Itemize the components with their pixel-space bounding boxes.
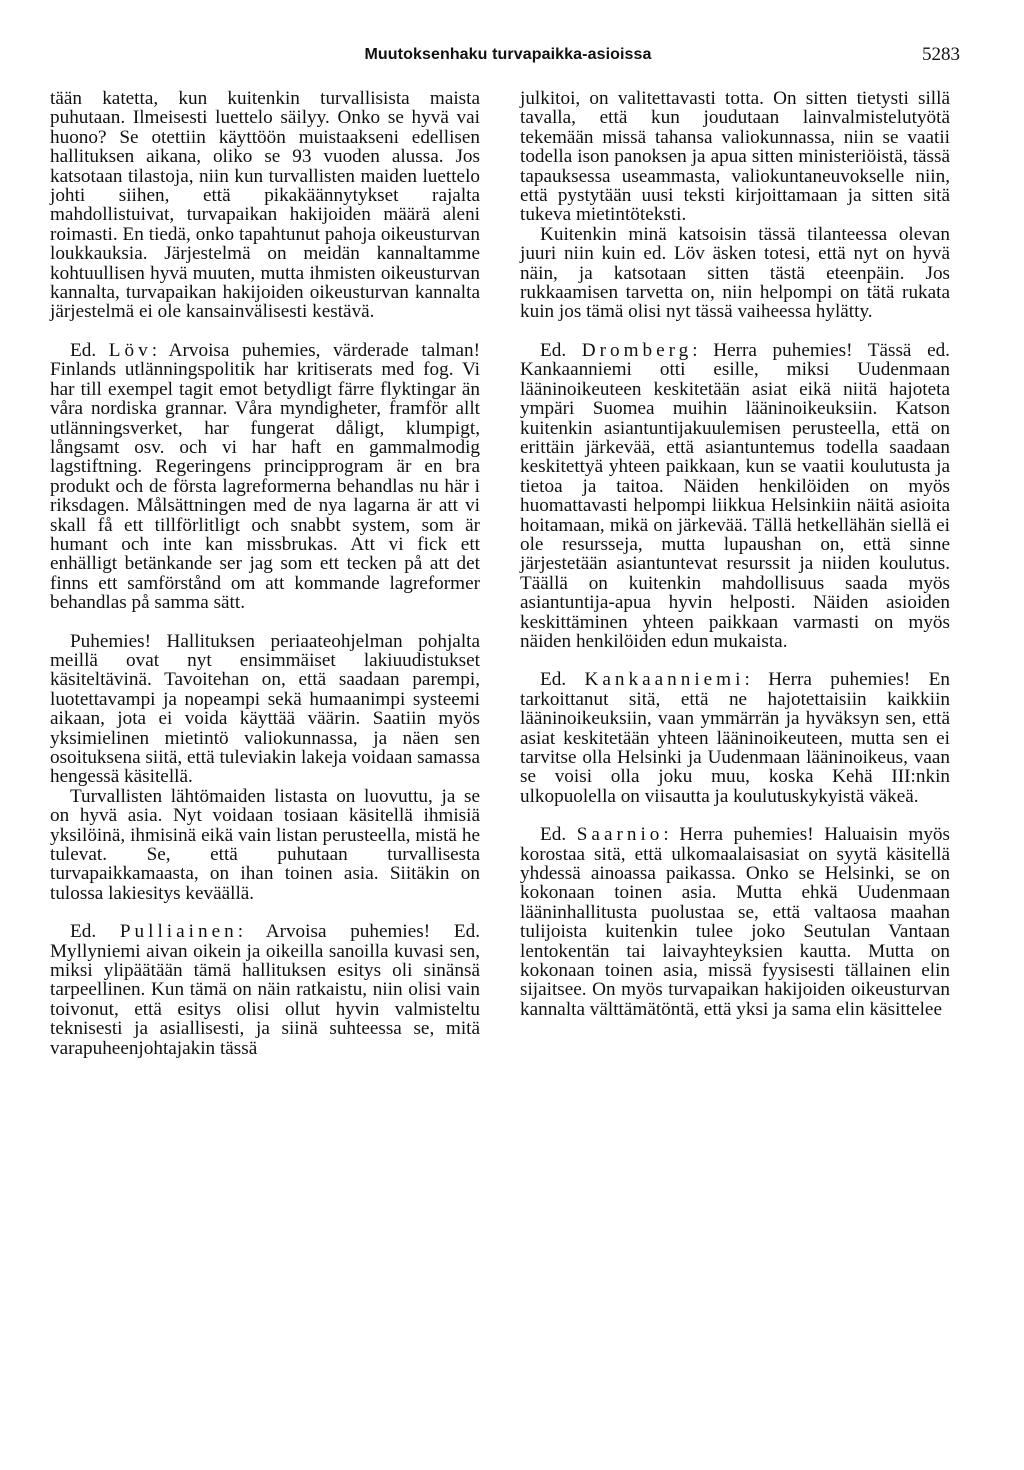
paragraph: Turvallisten lähtömaiden listasta on luovuttu, ja se on hyvä asia. Nyt voidaan tosiaan käsitellä ihmisiä yksilöinä, ihmisinä eikä vain listan perusteella, mistä he tulevat. Se, että puhutaan turvallisesta turvapaikkamaasta, on ihan toinen asia. Siitäkin on tulossa lakiesitys keväällä. xyxy=(50,785,480,904)
paragraph: julkitoi, on valitettavasti totta. On sitten tietysti sillä tavalla, että kun joudutaan lainvalmistelutyötä tekemään missä tahansa valiokunnassa, niin se vaatii todella ison panoksen ja apua sitten ministeriöistä, tässä tapauksessa useammasta, valiokuntaneuvokselle niin, että pystytään uusi teksti kirjoittamaan ja sitten sitä tukeva mietintöteksti. xyxy=(520,88,950,226)
paragraph: tään katetta, kun kuitenkin turvallisista maista puhutaan. Ilmeisesti luettelo säilyy. Onko se hyvä vai huono? Se otettiin käyttöön muistaakseni edellisen hallituksen aikana, oliko se 93 vuoden alussa. Jos katsotaan tilastoja, niin kun turvallisten maiden luettelo johti siihen, että pikakäännytykset rajalta mahdollistuivat, turvapaikan hakijoiden määrä aleni roimasti. En tiedä, onko tapahtunut pahoja oikeusturvan loukkauksia. Järjestelmä on meidän kannaltamme kohtuullisen hyvä muuten, mutta ihmisten oikeusturvan kannalta, turvapaikan hakijoiden oikeusturvan kannalta järjestelmä ei ole kansainvälisesti kestävä. xyxy=(50,88,480,323)
speech-paragraph xyxy=(50,922,480,1058)
speech-text: : Arvoisa puhemies! Ed. Myllyniemi aivan oikein ja oikeilla sanoilla kuvasi sen, miksi ylipäätään tämä hallituksen esitys oli sinänsä tarpeellinen. Kun tämä on näin ratkaistu, niin olisi vain toivonut, että esitys olisi ollut hyvin valmisteltu teknisesti ja asiallisesti, ja siinä suhteessa se, mitä varapuheenjohtajakin tässä xyxy=(50,921,480,1059)
speech-text: : Herra puhemies! Tässä ed. Kankaanniemi otti esille, miksi Uudenmaan lääninoikeuteen keskitetään asiat eikä niitä hajoteta ympäri Suomea muihin lääninoikeuksiin. Katson kuitenkin asiantuntijakuulemisen perusteella, että on erittäin järkevää, että asiantuntemus todella saadaan keskitettyä yhteen paikkaan, kun se vaatii koulutusta ja tietoa ja taitoa. Näiden henkilöiden on myös huomattavasti helpompi liikkua Helsinkiin näitä asioita hoitamaan, mikä on järkevää. Tällä hetkellähän siellä ei ole resursseja, mutta lupaushan on, että sinne järjestetään asiantuntevat resurssit ja niiden koulutus. Täällä on kuitenkin mahdollisuus saada myös asiantuntija-apua hyvin helposti. Näiden asioiden keskittäminen yhteen paikkaan varmasti on myös näiden henkilöiden edun mukaista. xyxy=(520,339,950,652)
speech-paragraph xyxy=(520,670,950,806)
speech-paragraph xyxy=(50,341,480,613)
speech-text: : Herra puhemies! Haluaisin myös korostaa sitä, että ulkomaalaisasiat on syytä käsitellä yhdessä ainoassa paikassa. Onko se Helsinki, se on kokonaan toinen asia. Mutta ehkä Uudenmaan lääninhallitusta puolustaa se, että valtaosa maahan tulijoista kuitenkin tulee joko Seutulan Vantaan lentokentän tai laivayhteyksien kautta. Mutta on kokonaan toinen asia, missä fyysisesti tällainen elin sijaitsee. On myös turvapaikan hakijoiden oikeusturvan kannalta välttämätöntä, että yksi ja sama elin käsittelee xyxy=(520,824,950,1020)
speech-text: : Arvoisa puhemies, värderade talman! Finlands utlänningspolitik har kritiserats med fog. Vi har till exempel tagit emot betydligt färre flyktingar än våra nordiska grannar. Våra myndigheter, framför allt utlänningsverket, har fungerat dåligt, klumpigt, långsamt osv. och vi har haft en gammalmodig lagstiftning. Regeringens principprogram är en bra produkt och de första lagreformerna behandlas nu här i riksdagen. Målsättningen med de nya lagarna är att vi skall få ett tillförlitligt och snabbt system, som är humant och inte kan missbrukas. Att vi fick ett enhälligt betänkande ser jag som ett tecken på att det finns ett samförstånd om att kommande lagreformer behandlas på samma sätt. xyxy=(50,339,480,614)
speech-paragraph xyxy=(520,825,950,1019)
right-column xyxy=(520,89,950,1019)
speaker-name: Löv xyxy=(108,339,152,361)
speaker-prefix: Ed. xyxy=(540,339,582,361)
speaker-name: Dromberg xyxy=(581,339,693,361)
speech-text: : Herra puhemies! En tarkoittanut sitä, että ne hajotettaisiin kaikkiin lääninoikeuksiin, vaan ymmärrän ja hyväksyn sen, että asiat keskitetään yhteen lääninoikeuteen, mutta sen ei tarvitse olla Helsinki ja Uudenmaan lääninoikeus, vaan se voisi olla joku muu, koska Kehä III:nkin ulkopuolella on viisautta ja koulutuskykyistä väkeä. xyxy=(520,669,950,807)
left-column xyxy=(50,89,480,1058)
speaker-prefix: Ed. xyxy=(540,669,585,691)
speaker-name: Kankaanniemi xyxy=(584,669,745,691)
paragraph: Puhemies! Hallituksen periaateohjelman pohjalta meillä ovat nyt ensimmäiset lakiuudistukset käsiteltävinä. Tavoitehan on, että saadaan parempi, luotettavampi ja nopeampi sekä humaanimpi systeemi aikaan, jota ei voida käyttää väärin. Saatiin myös yksimielinen mietintö valiokunnassa, ja näen sen osoituksena siitä, että tuleviakin lakeja voidaan samassa hengessä käsitellä. xyxy=(50,630,480,788)
page-number: 5283 xyxy=(922,44,960,65)
speech-paragraph xyxy=(520,341,950,652)
running-head: Muutoksenhaku turvapaikka-asioissa xyxy=(364,46,652,63)
speaker-prefix: Ed. xyxy=(540,824,577,846)
paragraph: Kuitenkin minä katsoisin tässä tilanteessa olevan juuri niin kuin ed. Löv äsken totesi, että nyt on hyvä näin, ja katsotaan sitten tästä eteenpäin. Jos rukkaamisen tarvetta on, niin helpompi on tätä rukata kuin jos tämä olisi nyt tässä vaiheessa hylätty. xyxy=(520,223,950,323)
speaker-name: Pulliainen xyxy=(119,921,238,943)
speaker-name: Saarnio xyxy=(576,824,664,846)
speaker-prefix: Ed. xyxy=(70,339,109,361)
speaker-prefix: Ed. xyxy=(70,921,120,943)
